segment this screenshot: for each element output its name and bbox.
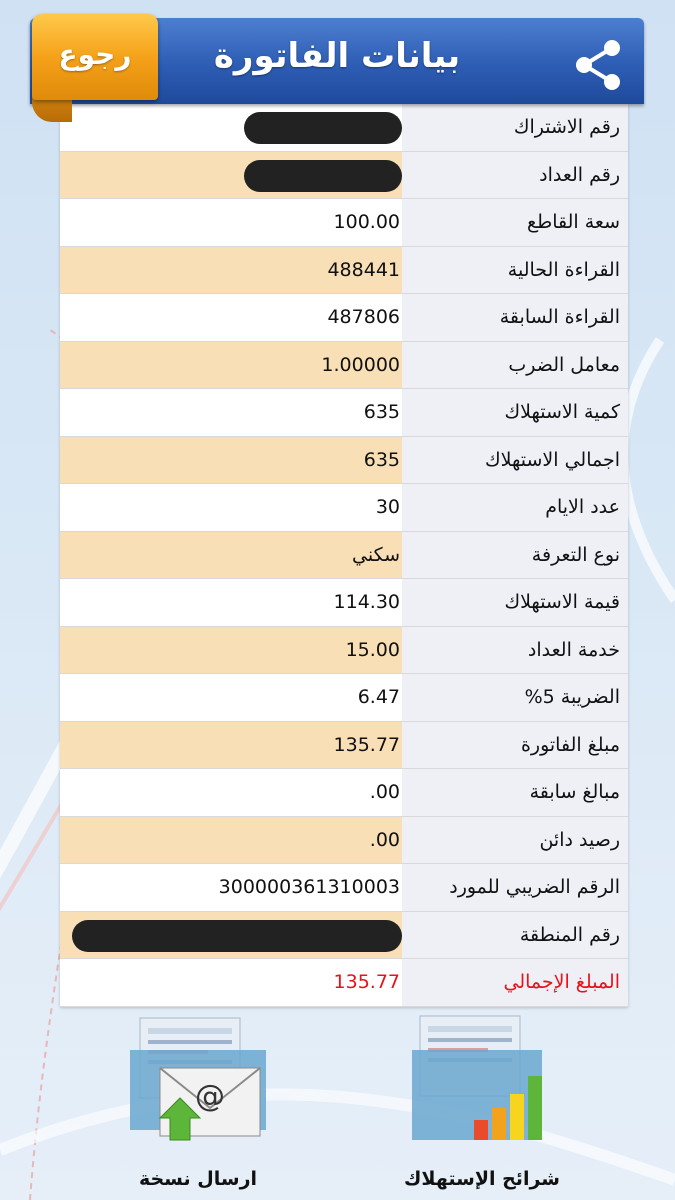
row-label: خدمة العداد [402, 627, 628, 674]
row-label: عدد الايام [402, 484, 628, 531]
redacted-value [244, 160, 402, 192]
table-row [60, 864, 628, 912]
row-label: كمية الاستهلاك [402, 389, 628, 436]
table-row [60, 389, 628, 437]
row-value: 1.00000 [60, 342, 402, 389]
row-value: 135.77 [60, 722, 402, 769]
row-value: 488441 [60, 247, 402, 294]
row-value: 6.47 [357, 686, 400, 708]
row-label: رقم الاشتراك [402, 104, 628, 151]
row-value: 114.30 [333, 591, 400, 613]
row-label: الضريبة 5% [402, 674, 628, 721]
table-row [60, 722, 628, 770]
table-row [60, 294, 628, 342]
back-button[interactable] [32, 14, 158, 100]
row-value: 635 [363, 401, 400, 423]
row-label: نوع التعرفة [402, 532, 628, 579]
send-copy-label: ارسال نسخة [138, 1168, 258, 1190]
chart-document-icon [402, 1010, 562, 1160]
row-label: الرقم الضريبي للمورد [402, 864, 628, 911]
table-row [60, 342, 628, 390]
table-row [60, 912, 628, 960]
row-value: 487806 [327, 306, 400, 328]
row-value: 135.77 [333, 971, 400, 993]
row-label: مبلغ الفاتورة [402, 722, 628, 769]
row-value [60, 152, 402, 199]
row-label: القراءة السابقة [402, 294, 628, 341]
row-label: رقم المنطقة [402, 912, 628, 959]
page-title: بيانات الفاتورة [213, 36, 461, 76]
row-label: اجمالي الاستهلاك [402, 437, 628, 484]
row-label: رقم العداد [402, 152, 628, 199]
table-row [60, 959, 628, 1007]
row-value: 100.00 [333, 211, 400, 233]
send-copy-button[interactable] [118, 1010, 278, 1190]
consumption-tiers-button[interactable] [402, 1010, 562, 1190]
row-label: المبلغ الإجمالي [402, 959, 628, 1006]
table-row [60, 532, 628, 580]
redacted-value [72, 920, 402, 952]
consumption-tiers-label: شرائح الإستهلاك [404, 1168, 560, 1190]
row-value: 15.00 [60, 627, 402, 674]
row-label: قيمة الاستهلاك [402, 579, 628, 626]
row-label: رصيد دائن [402, 817, 628, 864]
row-value: سكني [60, 532, 402, 579]
table-row [60, 484, 628, 532]
table-row [60, 817, 628, 865]
row-label: القراءة الحالية [402, 247, 628, 294]
table-row [60, 769, 628, 817]
row-value [60, 912, 402, 959]
table-row [60, 437, 628, 485]
svg-text:@: @ [195, 1079, 225, 1114]
email-document-icon [118, 1010, 278, 1160]
back-button-label: رجوع [58, 38, 132, 71]
table-row [60, 247, 628, 295]
table-row [60, 199, 628, 247]
row-value [60, 104, 402, 151]
row-label: مبالغ سابقة [402, 769, 628, 816]
share-icon[interactable] [572, 38, 626, 92]
row-value: 635 [60, 437, 402, 484]
table-row [60, 579, 628, 627]
row-value: .00 [60, 817, 402, 864]
table-row [60, 104, 628, 152]
redacted-value [244, 112, 402, 144]
row-value: 30 [375, 496, 400, 518]
row-value: .00 [369, 781, 400, 803]
invoice-table [60, 104, 628, 1007]
row-label: سعة القاطع [402, 199, 628, 246]
row-label: معامل الضرب [402, 342, 628, 389]
table-row [60, 627, 628, 675]
row-value: 300000361310003 [218, 876, 400, 898]
table-row [60, 152, 628, 200]
table-row [60, 674, 628, 722]
